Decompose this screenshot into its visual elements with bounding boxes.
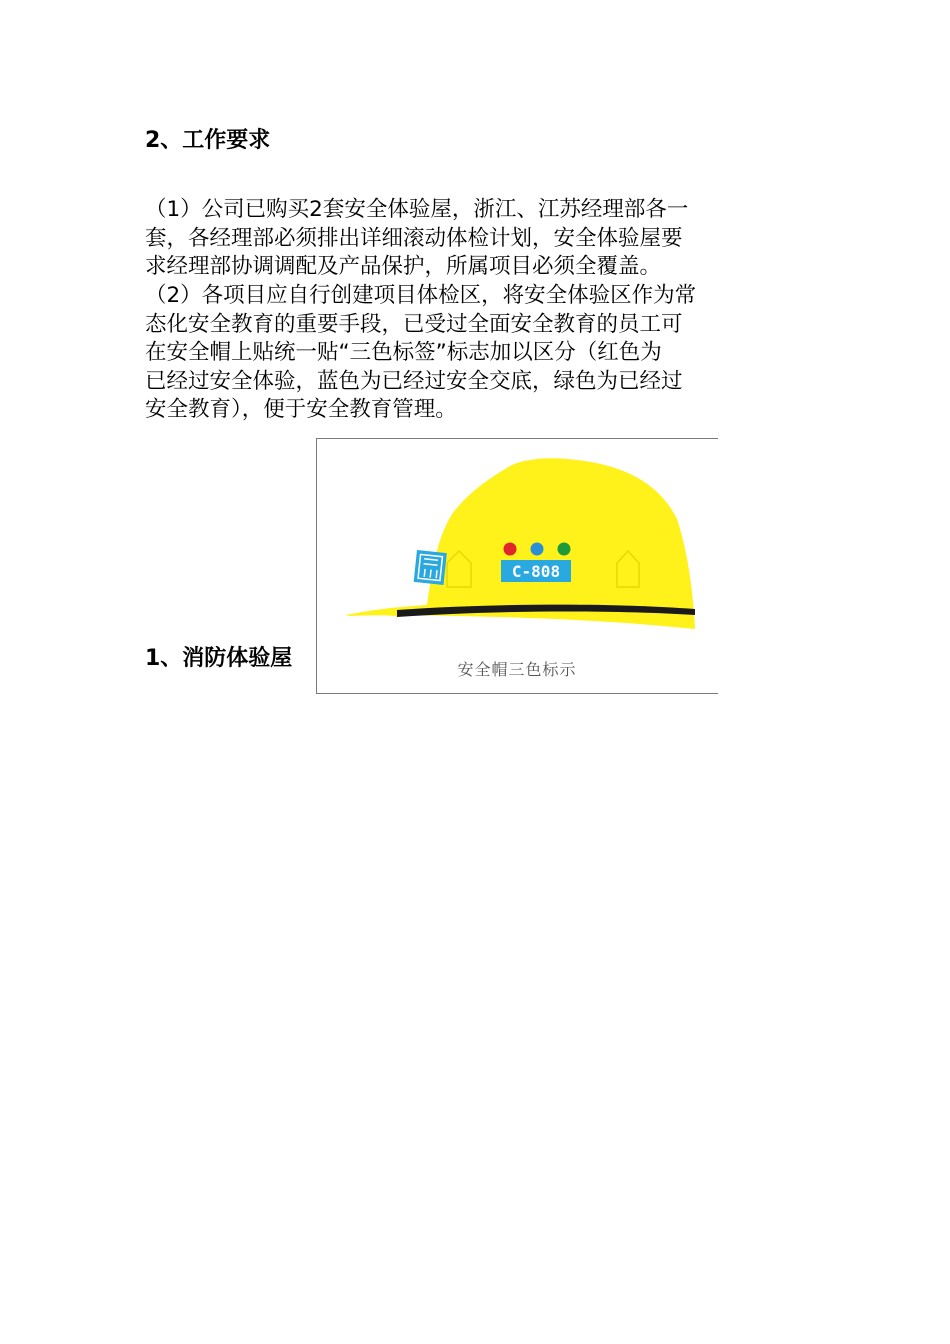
blue-dot [531,543,544,556]
company-logo-icon [414,550,447,585]
red-dot [504,543,517,556]
paragraph-2: （2）各项目应自行创建项目体检区，将安全体验区作为常 态化安全教育的重要手段，已受过全面安全教育的员工可 在安全帽上贴统一贴“三色标签”标志加以区分（红色为 已经过安全体验，蓝色为已经过安全交底，绿色为已经过 安全教育），便于安全教育管理。 [145,283,697,422]
figure-caption: 安全帽三色标示 [457,660,577,679]
section-heading-work-requirements: 2、工作要求 [145,128,271,153]
helmet-illustration [317,439,719,659]
helmet-label: C-808 [511,562,561,581]
section-heading-fire-experience-house: 1、消防体验屋 [145,646,293,671]
helmet-figure [316,438,718,694]
paragraph-1: （1）公司已购买2套安全体验屋，浙江、江苏经理部各一 套，各经理部必须排出详细滚动体检计划，安全体验屋要 求经理部协调调配及产品保护，所属项目必须全覆盖。 [145,197,689,279]
green-dot [558,543,571,556]
helmet-shell [345,458,695,629]
